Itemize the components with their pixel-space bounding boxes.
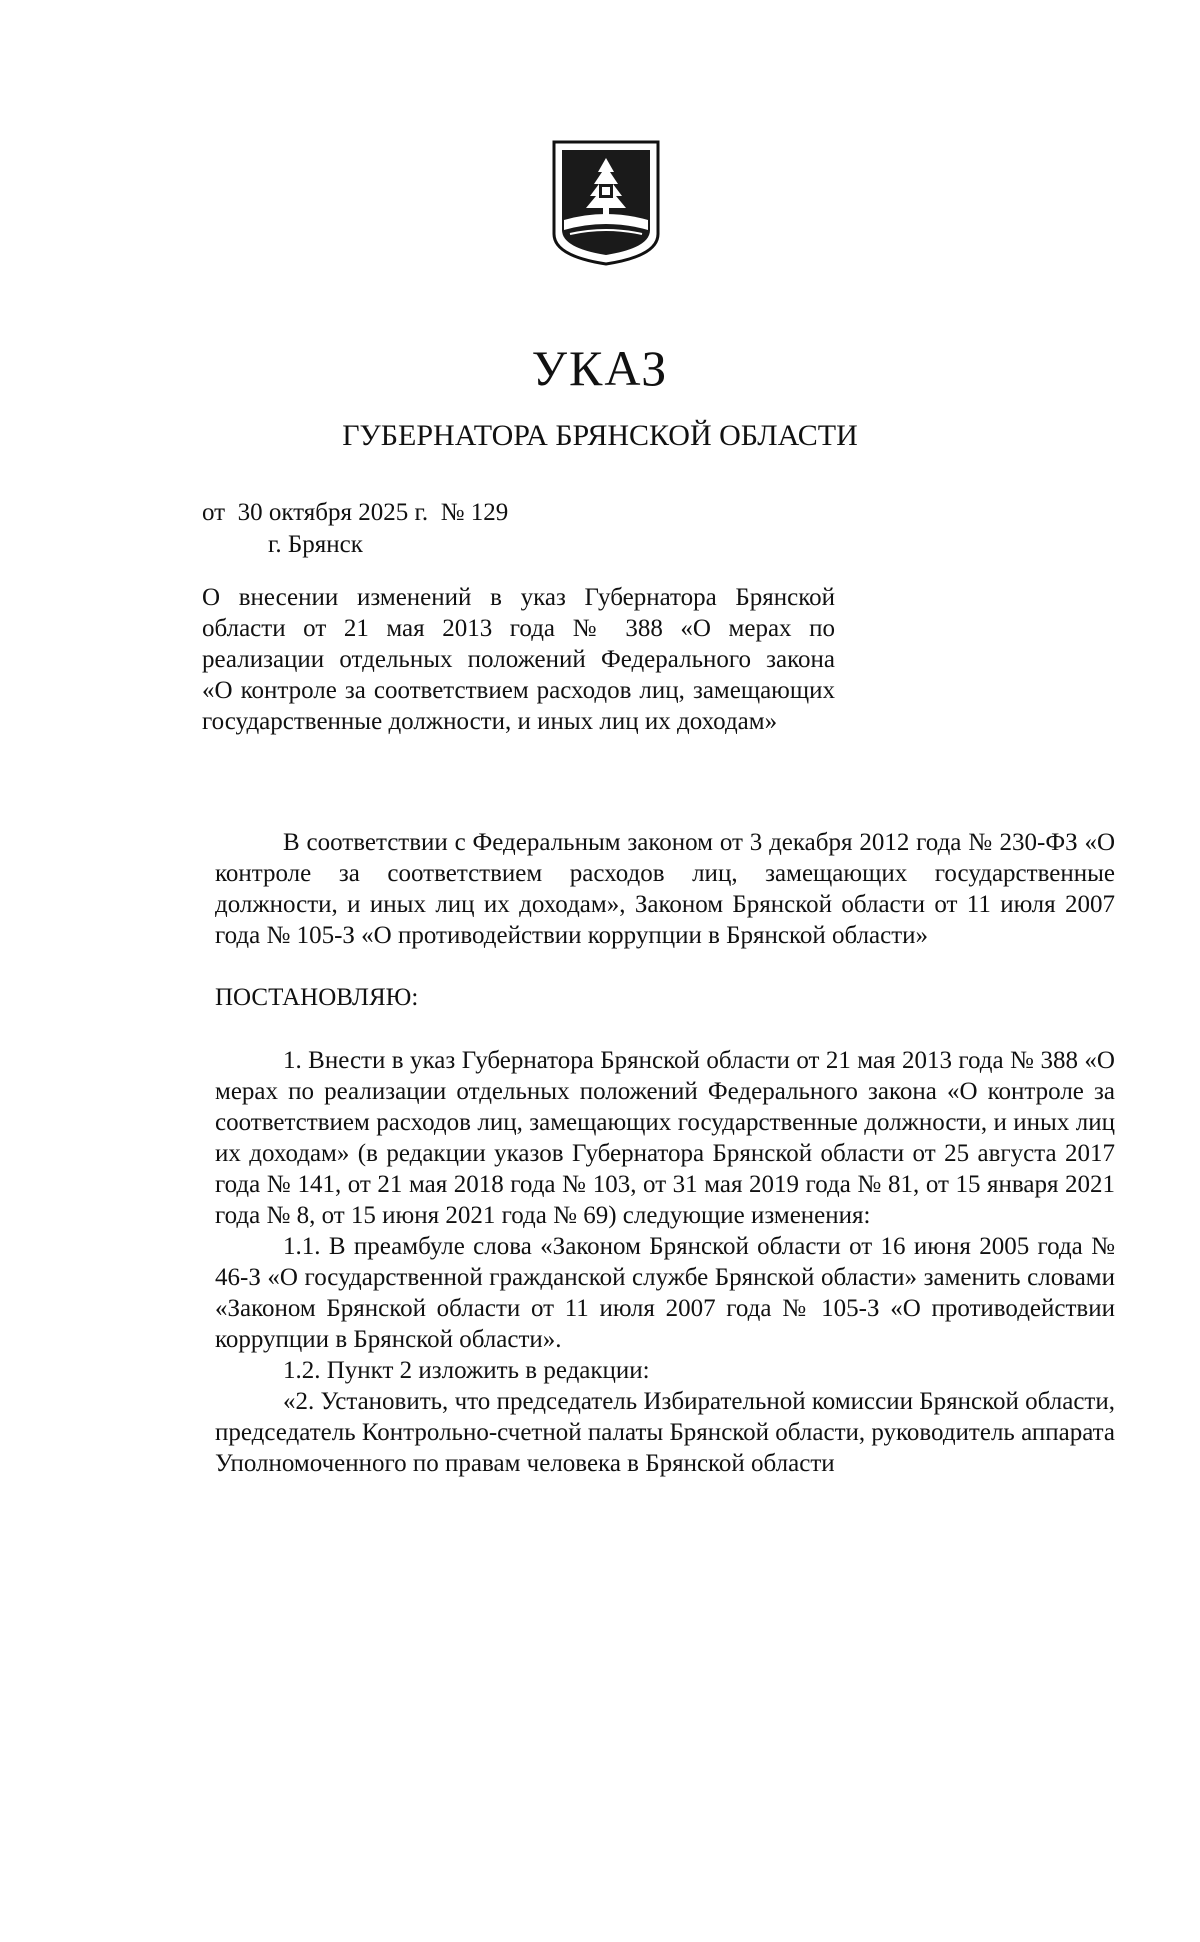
document-subject: О внесении изменений в указ Губернатора Брянской области от 21 мая 2013 года № 388 «О мерах по реализации отдельных положений Федерального закона «О контроле за соответствием расходов лиц, замещающих государственные должности, и иных лиц их доходам»: [202, 584, 835, 735]
item-paragraph-2-quote: «2. Установить, что председатель Избирательной комиссии Брянской области, председатель Контрольно-счетной палаты Брянской области, руководитель аппарата Уполномоченного по правам человека в Брянской области: [215, 1388, 1115, 1477]
bryansk-coat-of-arms-icon: [550, 138, 662, 268]
document-title: УКАЗ: [531, 340, 669, 396]
preamble-paragraph: В соответствии с Федеральным законом от 3 декабря 2012 года № 230-ФЗ «О контроле за соответствием расходов лиц, замещающих государственные должности, и иных лиц их доходам», Законом Брянской области от 11 июля 2007 года № 105-З «О противодействии коррупции в Брянской области»: [215, 829, 1115, 949]
item-paragraph-1-2: 1.2. Пункт 2 изложить в редакции:: [283, 1357, 650, 1384]
item-paragraph-1: 1. Внести в указ Губернатора Брянской области от 21 мая 2013 года № 388 «О мерах по реализации отдельных положений Федерального закона «О контроле за соответствием расходов лиц, замещающих государственные должности, и иных лиц их доходам» (в редакции указов Губернатора Брянской области от 25 августа 2017 года № 141, от 21 мая 2018 года № 103, от 31 мая 2019 года № 81, от 15 января 2021 года № 8, от 15 июня 2021 года № 69) следующие изменения:: [215, 1047, 1115, 1229]
document-preamble: [215, 827, 1115, 951]
document-subtitle: ГУБЕРНАТОРА БРЯНСКОЙ ОБЛАСТИ: [342, 419, 858, 452]
document-date-number: от 30 октября 2025 г. № 129: [202, 499, 509, 526]
document-resolve: ПОСТАНОВЛЯЮ:: [215, 984, 419, 1011]
document-items: [215, 1045, 1115, 1479]
document-city: г. Брянск: [268, 531, 363, 558]
item-paragraph-1-1: 1.1. В преамбуле слова «Законом Брянской области от 16 июня 2005 года № 46-З «О государственной гражданской службе Брянской области» заменить словами «Законом Брянской области от 11 июля 2007 года № 105-З «О противодействии коррупции в Брянской области».: [215, 1233, 1115, 1353]
